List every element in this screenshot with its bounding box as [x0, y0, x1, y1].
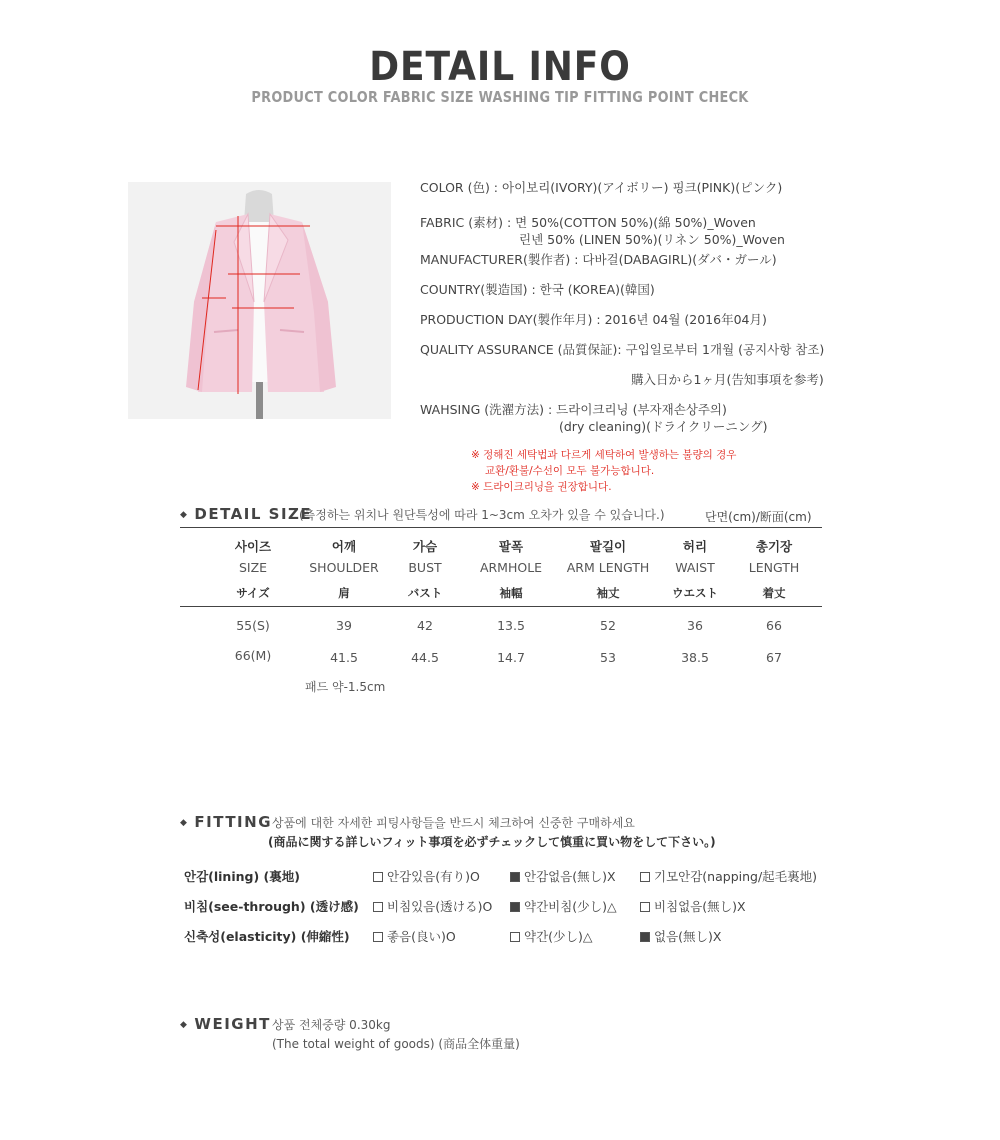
table-cell: 39	[336, 618, 352, 633]
fitting-option	[510, 897, 617, 915]
weight-value: 상품 전체중량 0.30kg	[272, 1018, 391, 1032]
table-cell: 52	[600, 618, 616, 633]
table-header-en: BUST	[408, 560, 442, 575]
table-row-size: 66(M)	[234, 648, 272, 663]
fitting-option-label: 좋음(良い)O	[387, 929, 456, 944]
checked-box-icon	[510, 872, 520, 882]
info-quality-assurance-jp: 購入日から1ヶ月(告知事項を参考)	[631, 372, 824, 387]
info-country: COUNTRY(製造国) : 한국 (KOREA)(韓国)	[420, 282, 655, 297]
weight-description: (The total weight of goods) (商品全体重量)	[272, 1037, 520, 1051]
fitting-option	[373, 927, 456, 945]
table-cell: 66	[766, 618, 782, 633]
product-photo	[128, 182, 391, 419]
table-cell: 41.5	[330, 650, 358, 665]
fitting-heading-text: FITTING	[194, 813, 273, 831]
diamond-bullet-icon: ◆	[180, 818, 189, 828]
table-cell: 14.7	[497, 650, 525, 665]
fitting-option-label: 안감없음(無し)X	[524, 869, 616, 884]
fitting-option	[640, 927, 721, 945]
table-header-en: SIZE	[238, 560, 268, 575]
table-header-kr: 총기장	[755, 539, 793, 554]
table-header-en: LENGTH	[748, 560, 800, 575]
detail-size-unit: 단면(cm)/断面(cm)	[705, 510, 812, 524]
table-cell: 67	[766, 650, 782, 665]
fitting-option-label: 기모안감(napping/起毛裏地)	[654, 869, 818, 884]
table-header-kr: 가슴	[412, 539, 438, 554]
notice-line-2: 교환/환불/수선이 모두 불가능합니다.	[485, 465, 655, 477]
info-production-day: PRODUCTION DAY(製作年月) : 2016년 04월 (2016年04月)	[420, 312, 767, 327]
info-fabric: FABRIC (素材) : 면 50%(COTTON 50%)(綿 50%)_Woven	[420, 215, 756, 230]
fitting-option	[510, 867, 616, 885]
pink-blazer-illustration	[128, 182, 391, 419]
fitting-row-label: 안감(lining) (裏地)	[184, 869, 300, 884]
unchecked-box-icon	[640, 872, 650, 882]
table-header-jp: 袖丈	[596, 586, 620, 600]
diamond-bullet-icon: ◆	[180, 1020, 189, 1030]
table-header-kr: 사이즈	[234, 539, 272, 554]
table-header-en: ARMHOLE	[479, 560, 543, 575]
fitting-option	[373, 867, 480, 885]
fitting-option	[640, 897, 746, 915]
table-header-jp: ウエスト	[672, 586, 718, 600]
table-cell: 38.5	[681, 650, 709, 665]
detail-size-heading	[180, 505, 312, 523]
fitting-desc-jp: (商品に関する詳しいフィット事項を必ずチェックして慎重に買い物をして下さい。)	[268, 835, 716, 849]
size-footnote: 패드 약-1.5cm	[305, 680, 386, 694]
fitting-option	[640, 867, 817, 885]
fitting-row-label: 신축성(elasticity) (伸縮性)	[184, 929, 350, 944]
fitting-option-label: 비침없음(無し)X	[654, 899, 746, 914]
table-row-size: 55(S)	[236, 618, 270, 633]
page-title: DETAIL INFO	[369, 44, 631, 90]
table-header-en: ARM LENGTH	[566, 560, 650, 575]
table-cell: 13.5	[497, 618, 525, 633]
unchecked-box-icon	[373, 902, 383, 912]
info-manufacturer: MANUFACTURER(製作者) : 다바걸(DABAGIRL)(ダバ・ガール)	[420, 252, 777, 267]
table-header-kr: 어깨	[331, 539, 357, 554]
unchecked-box-icon	[510, 932, 520, 942]
diamond-bullet-icon: ◆	[180, 510, 189, 520]
unchecked-box-icon	[373, 872, 383, 882]
fitting-option-label: 안감있음(有り)O	[387, 869, 480, 884]
unchecked-box-icon	[640, 902, 650, 912]
table-header-jp: バスト	[407, 586, 443, 600]
fitting-option-label: 약간비침(少し)△	[524, 899, 617, 914]
table-header-en: WAIST	[675, 560, 715, 575]
weight-heading-text: WEIGHT	[194, 1015, 271, 1033]
fitting-option-label: 없음(無し)X	[654, 929, 722, 944]
fitting-desc-kr: 상품에 대한 자세한 피팅사항들을 반드시 체크하여 신중한 구매하세요	[272, 816, 635, 830]
table-header-jp: 袖幅	[499, 586, 523, 600]
table-header-rule	[180, 606, 822, 607]
info-washing: WAHSING (洗濯方法) : 드라이크리닝 (부자재손상주의)	[420, 402, 727, 417]
fitting-option	[510, 927, 593, 945]
table-cell: 53	[600, 650, 616, 665]
table-top-rule	[180, 527, 822, 528]
fitting-option-label: 비침있음(透ける)O	[387, 899, 493, 914]
fitting-option-label: 약간(少し)△	[524, 929, 593, 944]
table-header-en: SHOULDER	[309, 560, 379, 575]
page-subtitle: PRODUCT COLOR FABRIC SIZE WASHING TIP FITTING POINT CHECK	[251, 88, 749, 106]
table-cell: 42	[417, 618, 433, 633]
table-header-jp: 着丈	[762, 586, 786, 600]
checked-box-icon	[640, 932, 650, 942]
info-washing-method: (dry cleaning)(ドライクリーニング)	[559, 419, 768, 434]
fitting-option	[373, 897, 492, 915]
fitting-heading	[180, 813, 272, 831]
table-cell: 44.5	[411, 650, 439, 665]
table-header-kr: 팔길이	[589, 539, 627, 554]
detail-size-note: (측정하는 위치나 원단특성에 따라 1~3cm 오차가 있을 수 있습니다.)	[299, 508, 665, 522]
fitting-row-label: 비침(see-through) (透け感)	[184, 899, 359, 914]
table-header-jp: サイズ	[236, 586, 270, 600]
checked-box-icon	[510, 902, 520, 912]
notice-line-1: ※ 정해진 세탁법과 다르게 세탁하여 발생하는 불량의 경우	[471, 449, 737, 461]
info-quality-assurance: QUALITY ASSURANCE (品質保証): 구입일로부터 1개월 (공지사항 참조)	[420, 342, 825, 357]
table-header-kr: 팔폭	[498, 539, 524, 554]
notice-line-3: ※ 드라이크리닝을 권장합니다.	[471, 481, 612, 493]
weight-heading	[180, 1015, 271, 1033]
table-header-jp: 肩	[338, 586, 350, 600]
detail-size-heading-text: DETAIL SIZE	[194, 505, 313, 523]
info-color: COLOR (色) : 아이보리(IVORY)(アイボリー) 핑크(PINK)(ピンク)	[420, 180, 783, 195]
unchecked-box-icon	[373, 932, 383, 942]
table-header-kr: 허리	[682, 539, 708, 554]
info-fabric-linen: 린넨 50% (LINEN 50%)(リネン 50%)_Woven	[519, 232, 785, 247]
table-cell: 36	[687, 618, 703, 633]
